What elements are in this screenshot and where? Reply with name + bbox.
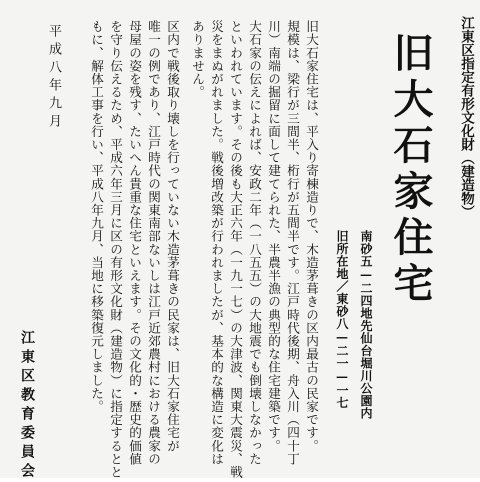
designation-header [459,16,473,219]
issuer-text: 江東区教育委員会 [19,330,35,482]
body-line-12: もに、解体工事を行い、平成八年九月、当地に移築復元しました。 [89,20,104,413]
page-title: 旧大石家住宅 [387,32,434,308]
body-line-9: 唯一の例であり、江戸時代の関東南部ないしは江戸近郊農村における農家の [146,20,161,466]
body-line-7: ありません。 [190,20,205,99]
former-location: 旧所在地／東砂八—二一—一七 [335,230,349,409]
body-line-1: 旧大石家住宅は、平入り寄棟造りで、木造茅葺きの区内最古の民家です。 [304,20,319,453]
body-line-5: といわれています。その後も大正六年（一九一七）の大津波、関東大震災、戦 [228,20,243,479]
body-line-10: 母屋の姿を残す、たいへん貴重な住宅といえます。その文化的・歴史的価値 [127,20,142,466]
designation-text: 江東区指定有形文化財 [458,16,474,151]
body-line-8: 区内で戦後取り壊しを行っていない木造茅葺きの民家は、旧大石家住宅が [165,20,180,453]
body-line-11: を守り伝えるため、平成六年三月に区の有形文化財（建造物）に指定するとと [108,20,123,479]
body-line-4: 大石家の伝えによれば、安政二年（一八五五）の大地震でも倒壊しなかった [247,20,262,466]
current-location: 南砂五—二四地先仙台堀川公園内 [359,230,373,420]
body-line-2: 規模は、梁行が三間半、桁行が五間半です。江戸時代後期、舟入川（四十丁 [285,20,300,466]
designation-category: （建造物） [458,151,474,219]
date-text: 平成八年九月 [46,24,61,132]
body-line-6: 災をまぬがれました。戦後増改築が行われましたが、基本的な構造に変化は [209,20,224,466]
body-line-3: 川）南端の掘留に面して建てられた、半農半漁の典型的な住宅建築です。 [266,20,281,453]
